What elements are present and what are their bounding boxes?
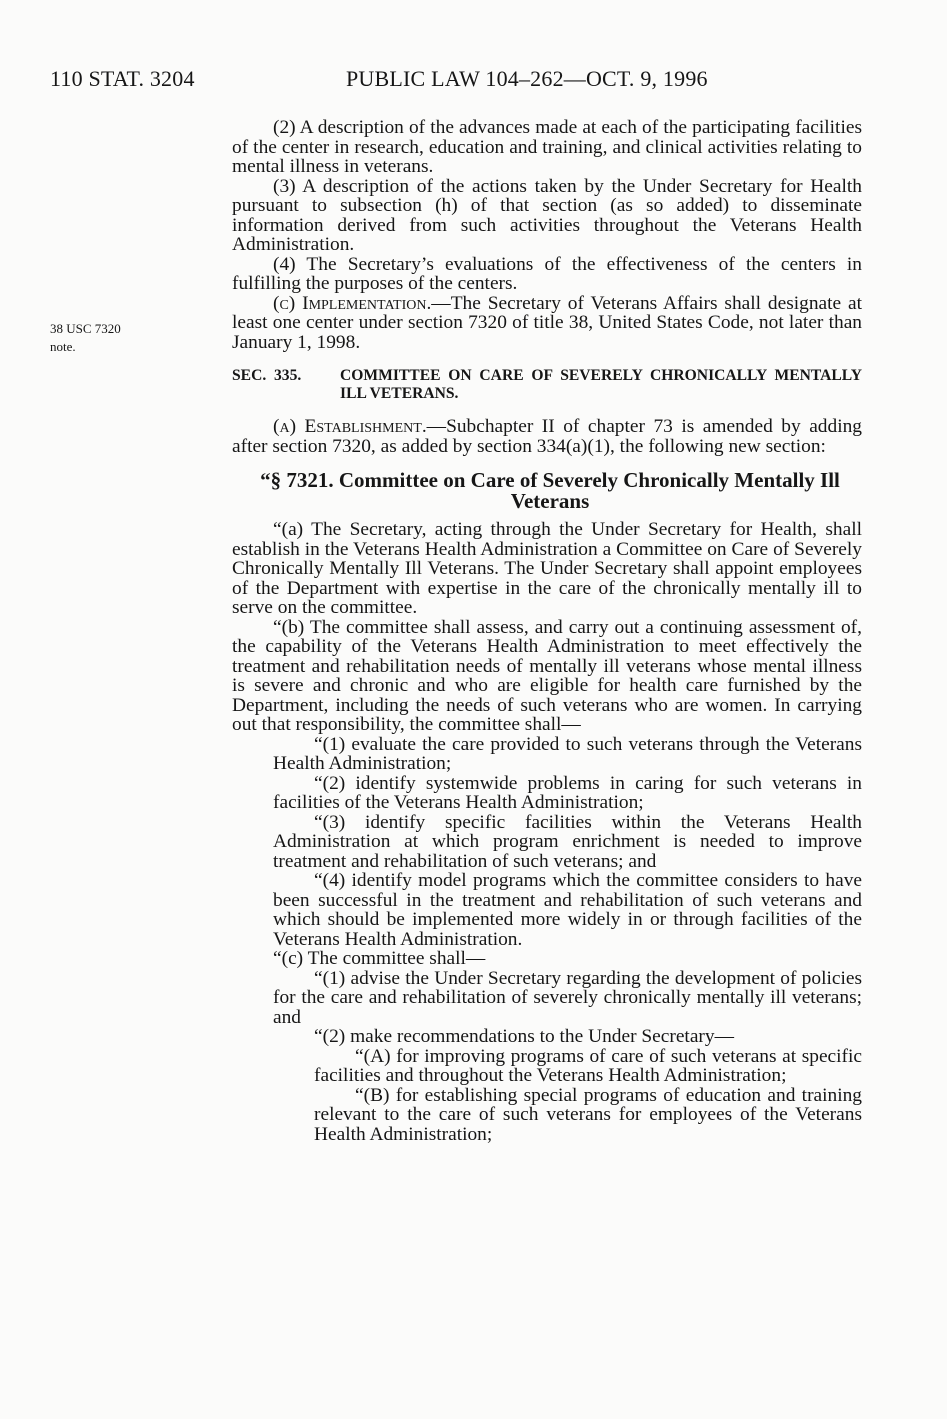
section-heading — [232, 367, 862, 403]
subsection-c-label: (c) Implementation. — [273, 292, 432, 314]
new-section-heading: “§ 7321. Committee on Care of Severely Chronically Mentally Ill Veterans — [260, 468, 840, 513]
page-stat-number: 110 STAT. 3204 — [50, 66, 195, 91]
new-section-c2: “(2) make recommendations to the Under Secretary— — [314, 1026, 734, 1047]
new-section-b1: “(1) evaluate the care provided to such veterans through the Veterans Health Administration; — [273, 733, 862, 774]
new-section-b4: “(4) identify model programs which the committee considers to have been successful in the treatment and rehabilitation of such veterans and which should be implemented more widely in or through facilities of the Veterans Health Administration. — [273, 870, 862, 950]
running-header: PUBLIC LAW 104–262—OCT. 9, 1996 — [346, 66, 708, 91]
new-section-a: “(a) The Secretary, acting through the Under Secretary for Health, shall establish in the Veterans Health Administration a Committee on Care of Severely Chronically Mentally Ill Veterans. The Under Secretary shall appoint employees of the Department with expertise in the care of the chronically mentally ill to serve on the committee. — [232, 519, 862, 618]
paragraph-2: (2) A description of the advances made at each of the participating facilities of the center in research, education and training, and clinical activities relating to mental illness in veterans. — [232, 117, 862, 177]
margin-citation-line2: note. — [50, 339, 76, 354]
new-section-cA: “(A) for improving programs of care of such veterans at specific facilities and throughout the Veterans Health Administration; — [314, 1045, 862, 1086]
new-section-b3: “(3) identify specific facilities within the Veterans Health Administration at which program enrichment is needed to improve treatment and rehabilitation of such veterans; and — [273, 811, 862, 872]
new-section-cB: “(B) for establishing special programs of education and training relevant to the care of such veterans for employees of the Veterans Health Administration; — [314, 1084, 862, 1145]
new-section-c: “(c) The committee shall— — [273, 948, 486, 969]
new-section-c1: “(1) advise the Under Secretary regarding the development of policies for the care and rehabilitation of severely chronically mentally ill veterans; and — [273, 967, 862, 1028]
subsection-a-text: —Subchapter II of chapter 73 is amended by adding after section 7320, as added by section 334(a)(1), the following new section: — [232, 416, 862, 457]
page-body — [232, 118, 862, 1144]
margin-citation — [50, 320, 121, 356]
margin-citation-line1: 38 USC 7320 — [50, 321, 121, 336]
subsection-c-implementation — [232, 294, 862, 353]
section-label: SEC. — [232, 367, 267, 384]
subsection-c-text: —The Secretary of Veterans Affairs shall designate at least one center under section 7320 of title 38, United States Code, not later than January 1, 1998. — [232, 292, 862, 353]
paragraph-4: (4) The Secretary’s evaluations of the effectiveness of the centers in fulfilling the purposes of the centers. — [232, 253, 862, 294]
new-section-b: “(b) The committee shall assess, and carry out a continuing assessment of, the capability of the Veterans Health Administration to meet effectively the treatment and rehabilitation needs of mentally ill veterans whose mental illness is severe and chronic and who are eligible for health care furnished by the Department, including the needs of such veterans who are women. In carrying out that responsibility, the committee shall— — [232, 616, 862, 735]
subsection-a-label: (a) Establishment. — [273, 416, 427, 437]
paragraph-3: (3) A description of the actions taken by the Under Secretary for Health pursuant to subsection (h) of that section (as so added) to disseminate information derived from such activities throughout the Veterans Health Administration. — [232, 175, 862, 255]
new-section-b2: “(2) identify systemwide problems in caring for such veterans in facilities of the Veterans Health Administration; — [273, 772, 862, 813]
subsection-a-establishment — [232, 417, 862, 456]
section-number: 335. — [274, 367, 302, 384]
section-title: COMMITTEE ON CARE OF SEVERELY CHRONICALLY MENTALLY ILL VETERANS. — [340, 367, 862, 402]
